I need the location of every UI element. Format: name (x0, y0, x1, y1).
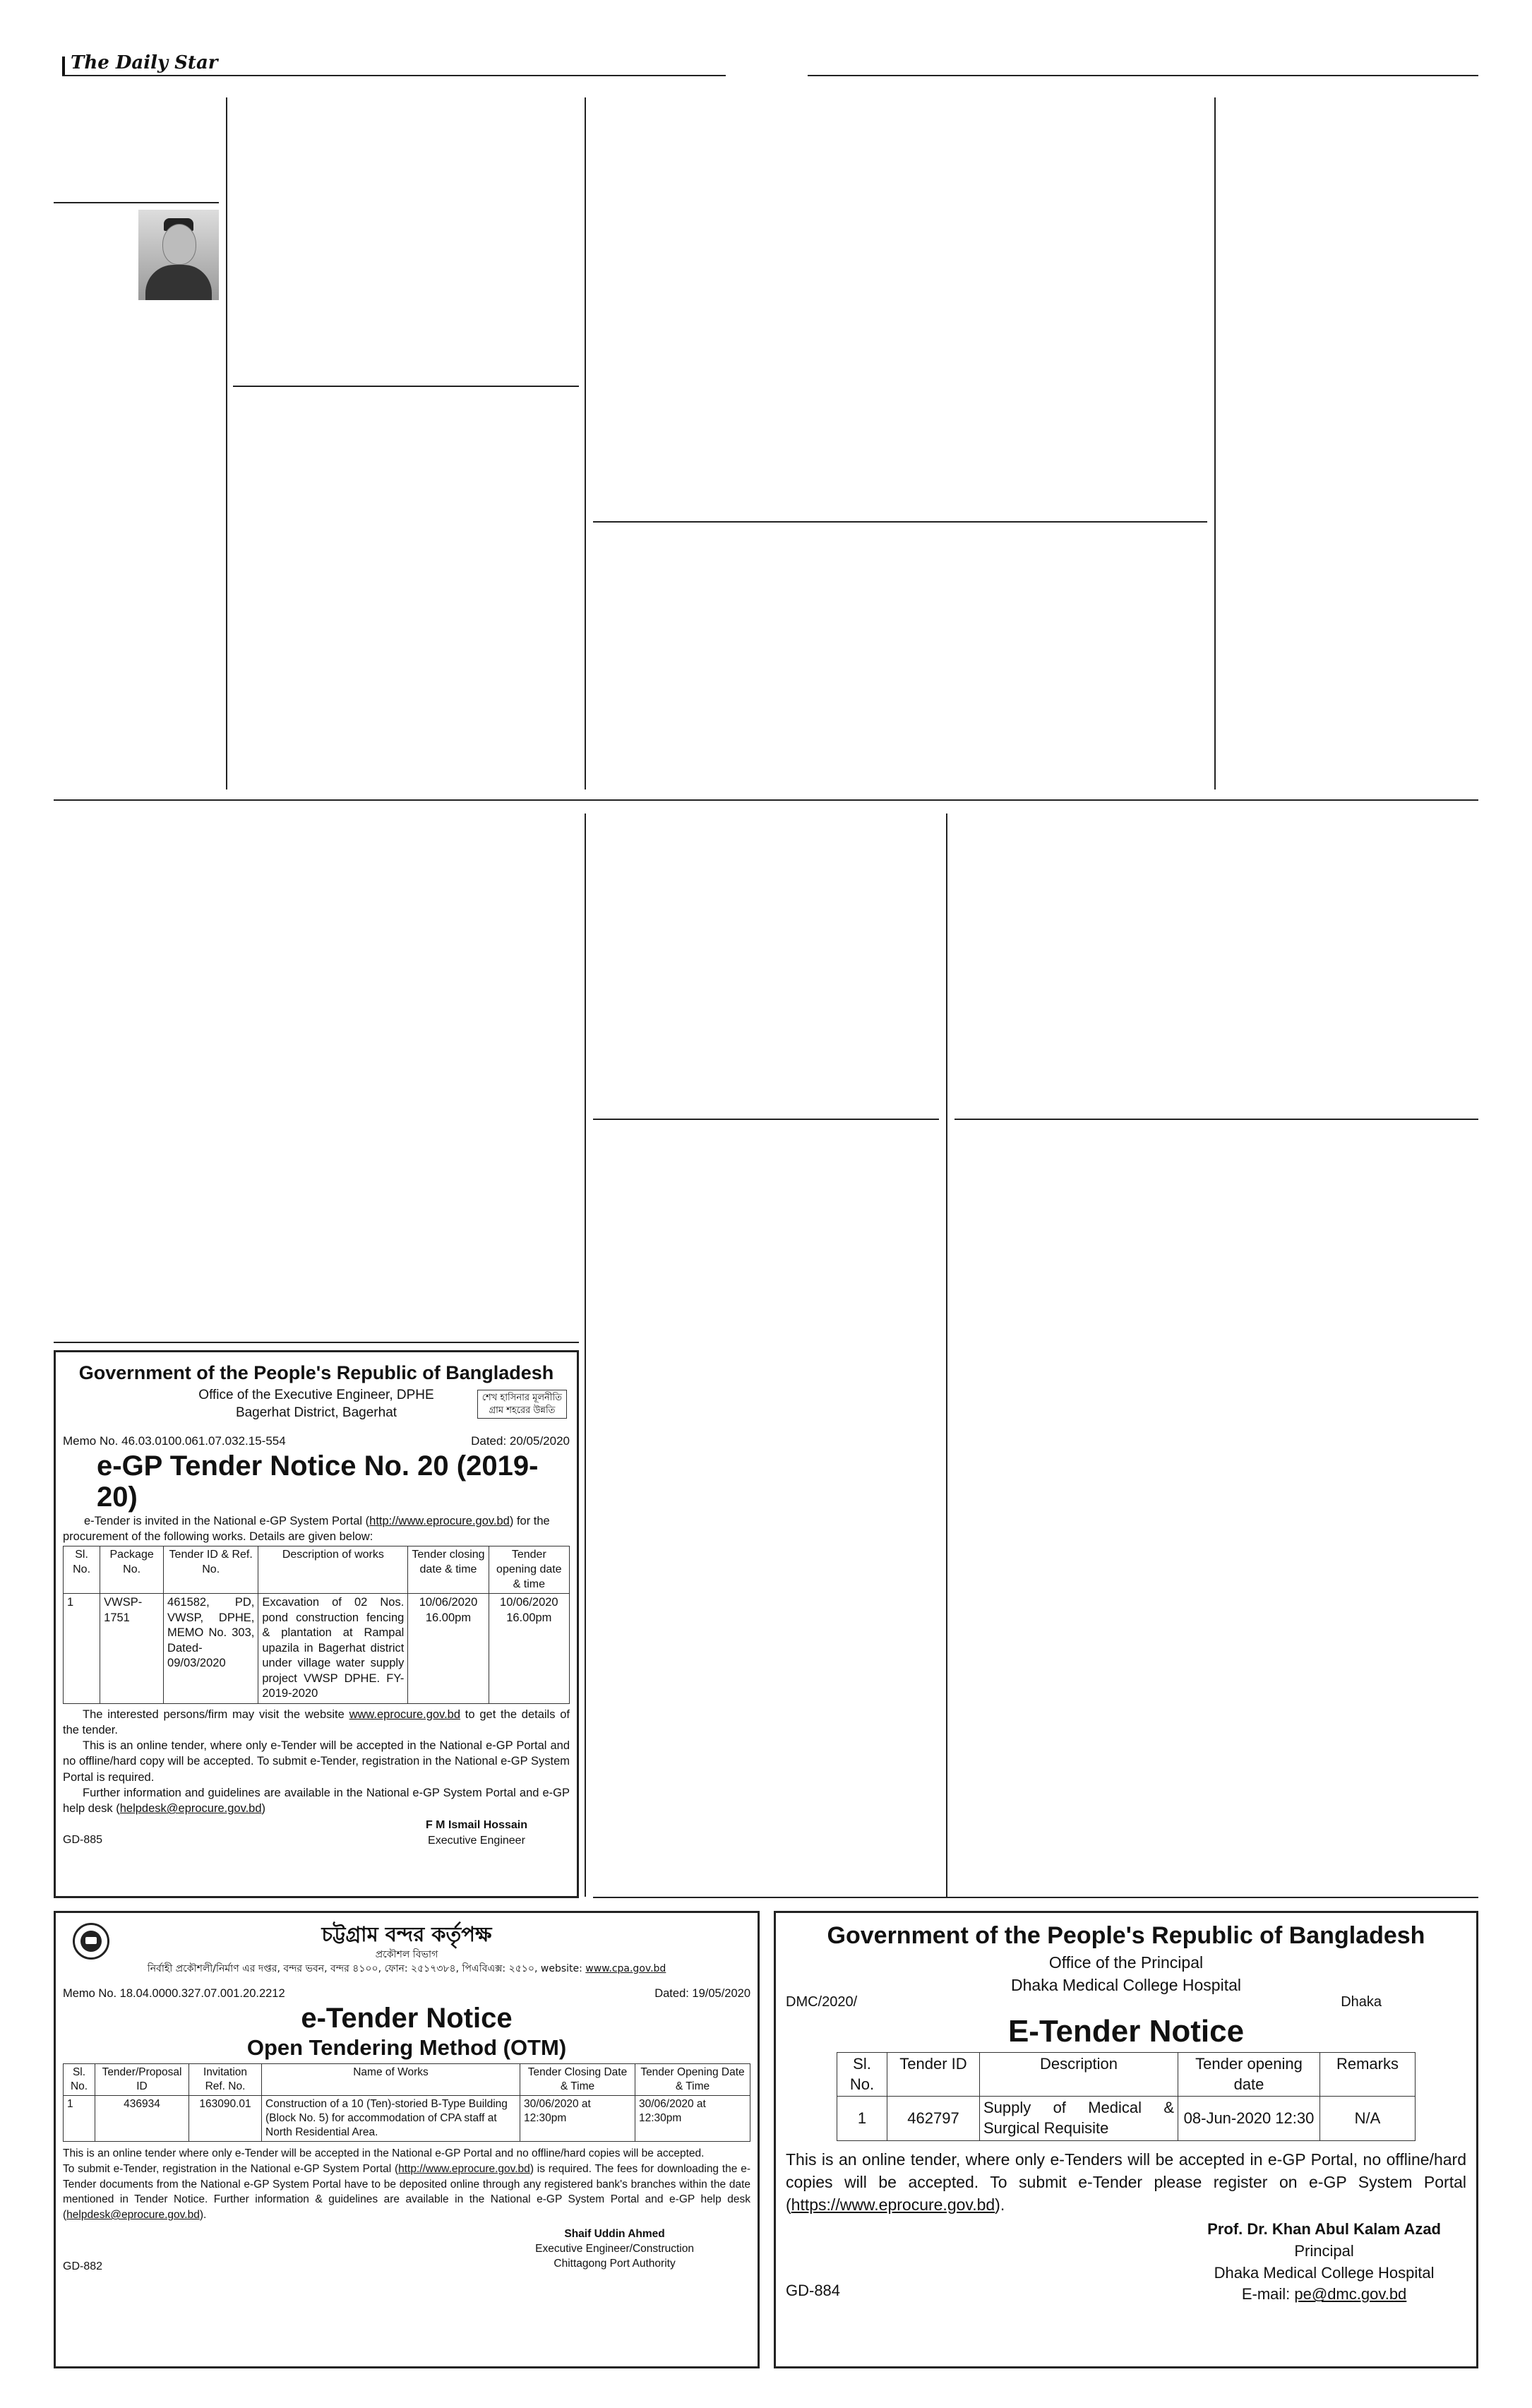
table-row (837, 2097, 1416, 2140)
section-rule (593, 1897, 1478, 1898)
column-header: Package No. (100, 1546, 164, 1594)
section-rule (233, 386, 579, 387)
paragraph: The interested persons/firm may visit the website www.eprocure.gov.bd to get the details of the tender. (63, 1707, 570, 1736)
face-shape (162, 224, 196, 265)
tender-table (63, 2063, 750, 2142)
slogan-line: গ্রাম শহরের উন্নতি (489, 1405, 556, 1416)
signer-title: Executive Engineer/Construction (535, 2242, 694, 2255)
email-link[interactable]: pe@dmc.gov.bd (1294, 2285, 1407, 2303)
section-rule (54, 202, 219, 203)
helpdesk-email-link[interactable]: helpdesk@eprocure.gov.bd (66, 2209, 200, 2222)
signer-title: Principal (1294, 2241, 1354, 2260)
column-header: Description (980, 2053, 1178, 2097)
department: প্রকৌশল বিভাগ (375, 1948, 438, 1960)
table-cell: 1 (64, 2095, 95, 2141)
paragraph: Further information and guidelines are available in the National e-GP System Portal and e-GP help desk (helpdesk@eprocure.gov.bd) (63, 1786, 570, 1816)
table-cell: 30/06/2020 at 12:30pm (520, 2095, 635, 2141)
column-header: Tender opening date & time (489, 1546, 569, 1594)
ad-title: Government of the People's Republic of Bangladesh (78, 1362, 554, 1383)
table-cell: 10/06/2020 16.00pm (489, 1594, 569, 1703)
column-divider (585, 813, 586, 1897)
column-header: Remarks (1320, 2053, 1416, 2097)
column-header: Description of works (258, 1546, 408, 1594)
table-cell: 30/06/2020 at 12:30pm (635, 2095, 750, 2141)
column-divider (1214, 97, 1216, 789)
column-header: Sl. No. (64, 1546, 100, 1594)
table-header (64, 1546, 570, 1594)
portal-link[interactable]: http://www.eprocure.gov.bd (369, 1515, 510, 1528)
ad-heading: e-GP Tender Notice No. 20 (2019-20) (97, 1450, 539, 1513)
section-rule (54, 1342, 579, 1343)
masthead-rule-left (62, 75, 726, 76)
column-header: Tender closing date & time (408, 1546, 489, 1594)
signature-block (535, 2227, 694, 2272)
signature-block (1207, 2219, 1441, 2306)
ad-title: Government of the People's Republic of Bangladesh (827, 1922, 1425, 1949)
table-row (64, 2095, 750, 2141)
website-link[interactable]: www.eprocure.gov.bd (349, 1707, 461, 1721)
ad-body (63, 1707, 570, 1817)
column-header: Sl. No. (837, 2053, 887, 2097)
intro-text: e-Tender is invited in the National e-GP System Portal (http://www.eprocure.gov.bd) for the procurement of the following works. Details are given below: (63, 1515, 550, 1543)
ad-title: চট্টগ্রাম বন্দর কর্তৃপক্ষ (321, 1922, 492, 1946)
masthead-bar (62, 56, 65, 75)
tender-ad-bagerhat (54, 1350, 579, 1898)
office-line: Office of the Principal (1048, 1953, 1204, 1972)
ad-code: GD-884 (786, 2282, 841, 2300)
signer-title: Dhaka Medical College Hospital (1214, 2263, 1435, 2282)
tender-ad-dmc (774, 1911, 1478, 2368)
paragraph: This is an online tender where only e-Tender will be accepted in the National e-GP Portal and no offline/hard copies will be accepted. (63, 2147, 705, 2160)
portal-link[interactable]: http://www.eprocure.gov.bd (398, 2163, 530, 2176)
ad-heading: e-Tender Notice (301, 2002, 513, 2034)
signer-name: Shaif Uddin Ahmed (564, 2227, 665, 2240)
section-rule (593, 1119, 939, 1120)
ad-code: GD-885 (63, 1834, 103, 1847)
column-header: Name of Works (262, 2063, 520, 2095)
helpdesk-email-link[interactable]: helpdesk@eprocure.gov.bd (119, 1802, 262, 1816)
memo-number: Memo No. 46.03.0100.061.07.032.15-554 (63, 1434, 286, 1448)
signature-block (426, 1818, 527, 1848)
table-cell: 462797 (887, 2097, 980, 2140)
ad-heading: E-Tender Notice (1007, 2013, 1245, 2049)
address-line: নির্বাহী প্রকৌশলী/নির্মাণ এর দপ্তর, বন্দর ভবন, বন্দর ৪১০০, ফোন: ২৫১৭৩৮৪, পিএবিএক্স: ২৫১০, website: www.cpa.gov.bd (147, 1962, 666, 1974)
slogan-box (477, 1390, 567, 1419)
port-authority-logo (73, 1923, 109, 1960)
memo-number: Memo No. 18.04.0000.327.07.001.20.2212 (63, 1987, 285, 2001)
website-link[interactable]: www.cpa.gov.bd (585, 1962, 666, 1974)
section-rule (593, 521, 1207, 523)
column-header: Invitation Ref. No. (189, 2063, 262, 2095)
column-header: Tender Closing Date & Time (520, 2063, 635, 2095)
slogan-line: শেখ হাসিনার মূলনীতি (481, 1393, 562, 1404)
ad-body: This is an online tender, where only e-Tenders will be accepted in e-GP Portal, no offline/hard copies will be accepted. To submit e-Tender please register on e-GP System Portal (https://www.eprocure.gov.bd). (786, 2150, 1466, 2214)
column-divider (946, 813, 947, 1897)
portal-link[interactable]: https://www.eprocure.gov.bd (791, 2195, 995, 2214)
column-header: Tender/Proposal ID (95, 2063, 189, 2095)
table-header (64, 2063, 750, 2095)
table-cell: Excavation of 02 Nos. pond construction fencing & plantation at Rampal upazila in Bagerhat district under village water supply project VWSP DPHE. FY-2019-2020 (258, 1594, 408, 1703)
table-cell: Construction of a 10 (Ten)-storied B-Type Building (Block No. 5) for accommodation of CPA staff at North Residential Area. (262, 2095, 520, 2141)
column-header: Tender ID & Ref. No. (164, 1546, 258, 1594)
tender-ad-chittagong (54, 1911, 760, 2368)
page-fold-rule (54, 799, 1478, 801)
office-line: Bagerhat District, Bagerhat (235, 1405, 397, 1420)
signer-title: Executive Engineer (428, 1834, 525, 1847)
ad-code: GD-882 (63, 2260, 103, 2272)
signer-name: Prof. Dr. Khan Abul Kalam Azad (1207, 2220, 1441, 2239)
shoulders-shape (145, 265, 212, 300)
table-cell: Supply of Medical & Surgical Requisite (980, 2097, 1178, 2140)
ad-body (63, 2146, 750, 2222)
table-cell: 10/06/2020 16.00pm (408, 1594, 489, 1703)
table-cell: 436934 (95, 2095, 189, 2141)
reference-number: DMC/2020/ (786, 1993, 858, 2010)
columnist-photo (138, 210, 219, 300)
table-header (837, 2053, 1416, 2097)
paragraph: This is an online tender, where only e-Tender will be accepted in the National e-GP Portal and no offline/hard copy will be accepted. To submit e-Tender, registration in the National e-GP System Portal is required. (63, 1739, 570, 1784)
dated: Dated: 19/05/2020 (654, 1987, 750, 2001)
column-header: Tender ID (887, 2053, 980, 2097)
column-header: Tender opening date (1178, 2053, 1320, 2097)
signer-email: E-mail: pe@dmc.gov.bd (1241, 2285, 1407, 2303)
ad-subheading: Open Tendering Method (OTM) (246, 2034, 567, 2060)
tender-table (837, 2052, 1416, 2140)
table-cell: 1 (64, 1594, 100, 1703)
column-header: Sl. No. (64, 2063, 95, 2095)
table-cell: 461582, PD, VWSP, DPHE, MEMO No. 303, Dated-09/03/2020 (164, 1594, 258, 1703)
dated: Dated: 20/05/2020 (471, 1434, 570, 1448)
column-header: Tender Opening Date & Time (635, 2063, 750, 2095)
table-cell: 163090.01 (189, 2095, 262, 2141)
signer-title: Chittagong Port Authority (553, 2257, 676, 2270)
place: Dhaka (1341, 1993, 1382, 2010)
column-divider (226, 97, 227, 789)
section-rule (954, 1119, 1478, 1120)
tender-table (63, 1546, 570, 1703)
table-cell: N/A (1320, 2097, 1416, 2140)
office-line: Office of the Executive Engineer, DPHE (198, 1388, 434, 1403)
masthead-rule-right (808, 75, 1478, 76)
office-address (786, 1951, 1466, 1996)
table-cell: 1 (837, 2097, 887, 2140)
masthead-logo: The Daily Star (71, 52, 218, 73)
table-row (64, 1594, 570, 1703)
table-cell: VWSP-1751 (100, 1594, 164, 1703)
office-line: Dhaka Medical College Hospital (1011, 1976, 1241, 1995)
signer-name: F M Ismail Hossain (425, 1819, 527, 1832)
paragraph: To submit e-Tender, registration in the National e-GP System Portal (http://www.eprocure.gov.bd) is required. The fees for downloading the e-Tender documents from the National e-GP System Portal have to be deposited online through any registered bank's branches within the date mentioned in Tender Notice. Further information & guidelines are available in the National e-GP System Portal and e-GP help desk (helpdesk@eprocure.gov.bd). (63, 2163, 751, 2222)
table-cell: 08-Jun-2020 12:30 (1178, 2097, 1320, 2140)
column-divider (585, 97, 586, 789)
